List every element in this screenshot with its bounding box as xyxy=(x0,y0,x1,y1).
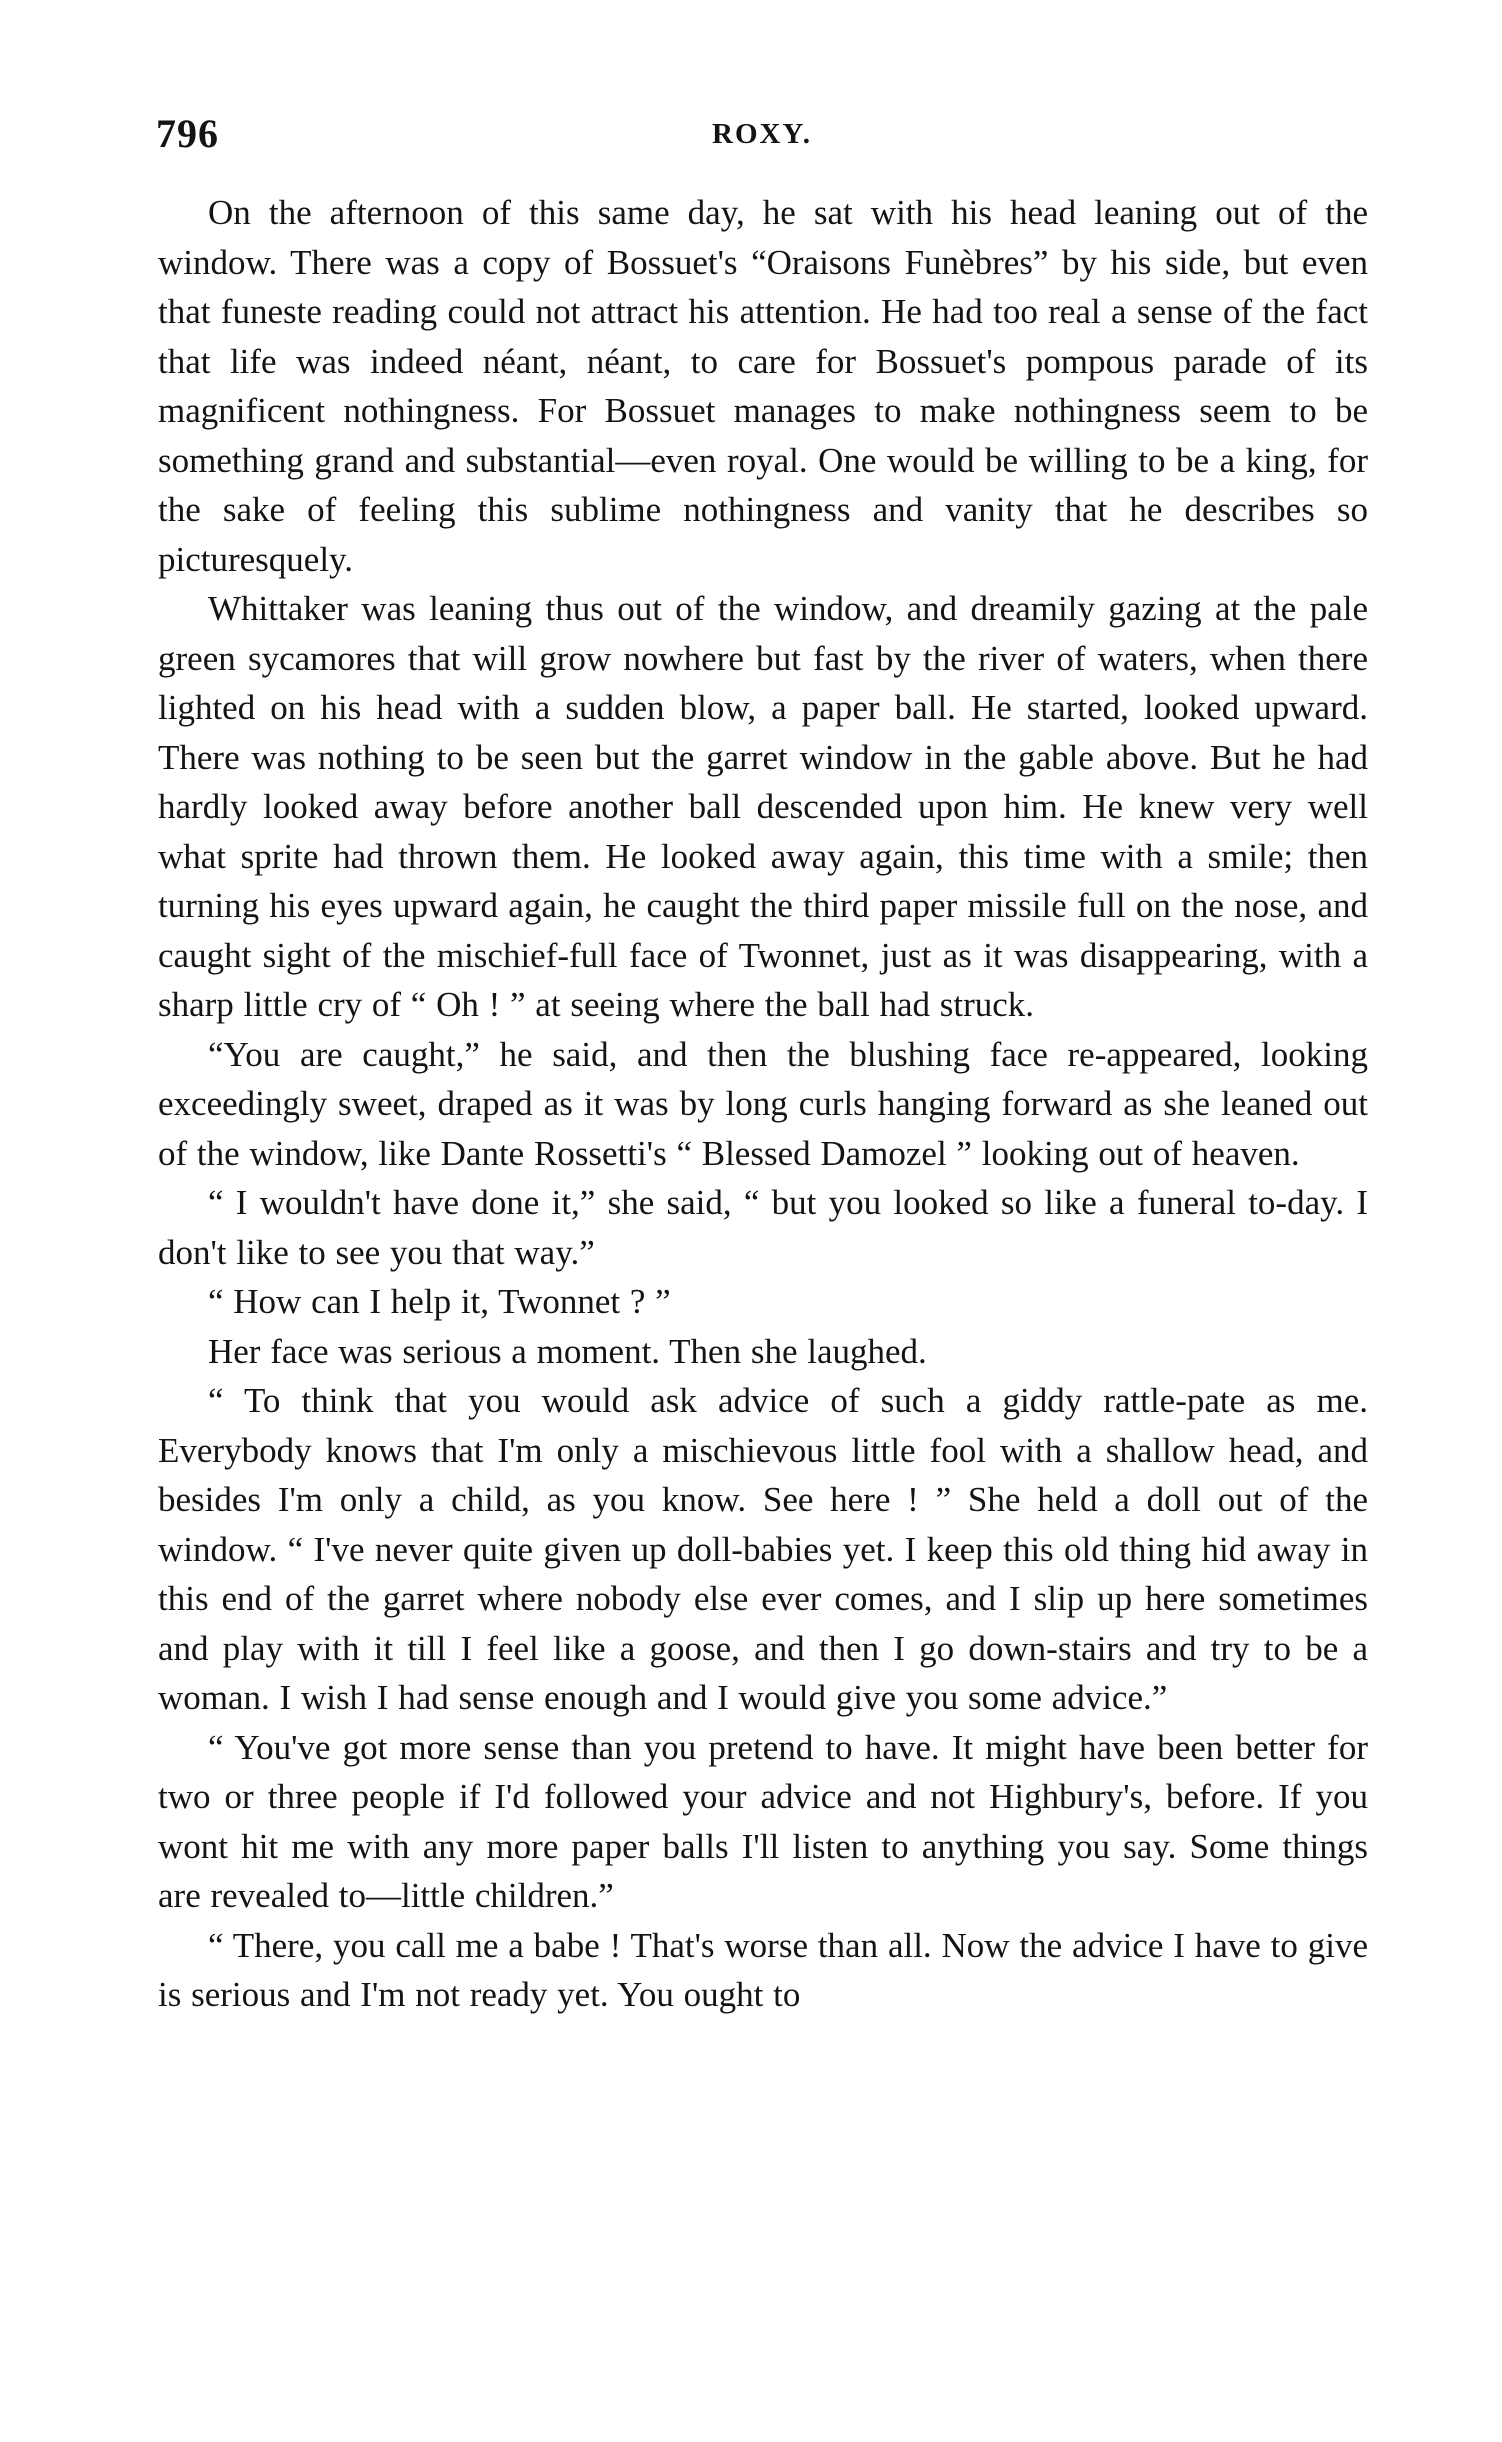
paragraph: “ How can I help it, Twonnet ? ” xyxy=(208,1282,671,1321)
paragraph: “ I wouldn't have done it,” she said, “ but you looked so like a funeral to-day. I don't like to see you that way.” xyxy=(158,1183,1368,1272)
paragraph: “ There, you call me a babe ! That's worse than all. Now the advice I have to give is serious and I'm not ready yet. You ought to xyxy=(158,1925,1368,2014)
paragraph: “ You've got more sense than you pretend to have. It might have been better for two or three people if I'd followed your advice and not Highbury's, before. If you wont hit me with any more paper balls I'll listen to anything you say. Some things are revealed to—little children.” xyxy=(158,1727,1368,1915)
page-header xyxy=(156,110,1368,170)
paragraph: “ To think that you would ask advice of such a giddy rattle-pate as me. Everybody knows that I'm only a mischievous little fool with a shallow head, and besides I'm only a child, as you know. See here ! ” She held a doll out of the window. “ I've never quite given up doll-babies yet. I keep this old thing hid away in this end of the garret where nobody else ever comes, and I slip up here sometimes and play with it till I feel like a goose, and then I go down-stairs and try to be a woman. I wish I had sense enough and I would give you some advice.” xyxy=(158,1381,1368,1717)
page-number: 796 xyxy=(156,111,219,156)
paragraph: Her face was serious a moment. Then she laughed. xyxy=(208,1331,927,1371)
paragraph: “You are caught,” he said, and then the blushing face re-appeared, looking exceedingly sweet, draped as it was by long curls hanging forward as she leaned out of the window, like Dante Rossetti's “ Blessed Damozel ” looking out of heaven. xyxy=(158,1034,1368,1173)
paragraph: Whittaker was leaning thus out of the window, and dreamily gazing at the pale green sycamores that will grow nowhere but fast by the river of waters, when there lighted on his head with a sudden blow, a paper ball. He started, looked upward. There was nothing to be seen but the garret window in the gable above. But he had hardly looked away before another ball descended upon him. He knew very well what sprite had thrown them. He looked away again, this time with a smile; then turning his eyes upward again, he caught the third paper missile full on the nose, and caught sight of the mischief-full face of Twonnet, just as it was disappearing, with a sharp little cry of “ Oh ! ” at seeing where the ball had struck. xyxy=(158,589,1368,1024)
paragraph: On the afternoon of this same day, he sat with his head leaning out of the window. There was a copy of Bossuet's “Oraisons Funèbres” by his side, but even that funeste reading could not attract his attention. He had too real a sense of the fact that life was indeed néant, néant, to care for Bossuet's pompous parade of its magnificent nothingness. For Bossuet manages to make nothingness seem to be something grand and substantial—even royal. One would be willing to be a king, for the sake of feeling this sublime nothingness and vanity that he describes so picturesquely. xyxy=(158,193,1368,579)
running-head: ROXY. xyxy=(712,118,812,150)
body-text xyxy=(158,188,1368,2020)
